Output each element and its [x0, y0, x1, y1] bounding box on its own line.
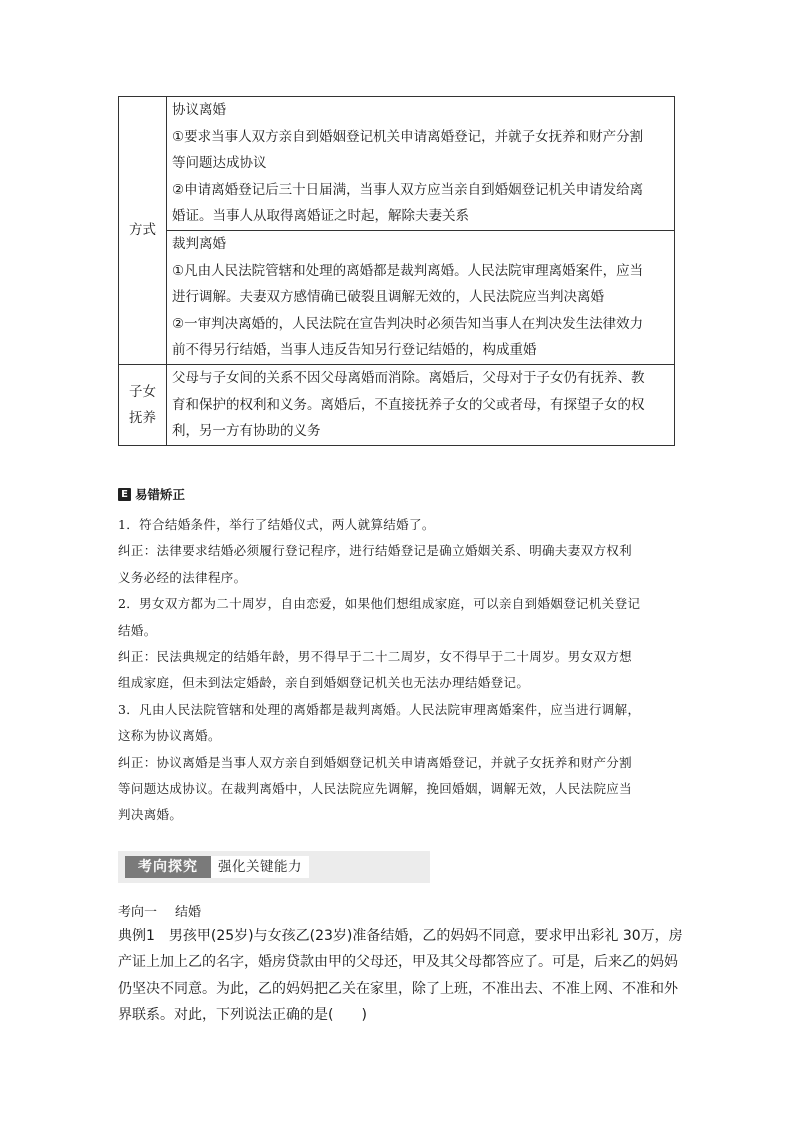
cell-line: ①要求当事人双方亲自到婚姻登记机关申请离婚登记，并就子女抚养和财产分割	[172, 128, 644, 145]
table-row-method-2	[119, 230, 675, 364]
row-label-method: 方式	[119, 97, 167, 365]
direction-topic: 结婚	[175, 905, 202, 920]
ec-line: 3．凡由人民法院管辖和处理的离婚都是裁判离婚。人民法院审理离婚案件，应当进行调解，	[118, 701, 641, 717]
banner-subtitle: 强化关键能力	[211, 856, 309, 878]
ec-line: 这称为协议离婚。	[118, 728, 221, 744]
cell-line: 利，另一方有协助的义务	[172, 423, 321, 440]
cell-line: 等问题达成协议	[172, 155, 267, 172]
row-label-child-custody	[119, 364, 167, 445]
cell-line: 前不得另行结婚，当事人违反告知另行登记结婚的，构成重婚	[172, 342, 537, 359]
example-line: 界联系。对此，下列说法正确的是( )	[118, 1007, 367, 1024]
section-banner	[118, 851, 430, 883]
table-row-child-custody	[119, 364, 675, 445]
ec-line: 2．男女双方都为二十周岁，自由恋爱，如果他们想组成家庭，可以亲自到婚姻登记机关登记	[118, 596, 641, 612]
ec-line: 纠正：民法典规定的结婚年龄，男不得早于二十二周岁，女不得早于二十周岁。男女双方想	[118, 649, 633, 665]
ec-line: 等问题达成协议。在裁判离婚中，人民法院应先调解，挽回婚姻，调解无效，人民法院应当	[118, 781, 633, 797]
cell-line: ②申请离婚登记后三十日届满，当事人双方应当亲自到婚姻登记机关申请发给离	[172, 181, 644, 198]
ec-line: 判决离婚。	[118, 807, 183, 823]
cell-line: 育和保护的权利和义务。离婚后，不直接抚养子女的父或者母，有探望子女的权	[172, 396, 645, 413]
direction-heading	[118, 901, 201, 920]
cell-line: 裁判离婚	[172, 235, 226, 252]
example-line: 产证上加上乙的名字，婚房贷款由甲的父母还，甲及其父母都答应了。可是，后来乙的妈妈	[118, 954, 678, 971]
divorce-table	[118, 96, 675, 446]
ec-line: 义务必经的法律程序。	[118, 569, 247, 585]
ec-line: 结婚。	[118, 622, 157, 638]
cell-judicial-divorce	[167, 230, 675, 364]
error-correction-body	[118, 512, 678, 829]
error-correction-heading	[118, 485, 185, 503]
cell-line: 婚证。当事人从取得离婚证之时起，解除夫妻关系	[172, 208, 469, 225]
banner-title: 考向探究	[125, 856, 211, 878]
example-question	[118, 923, 683, 1029]
label-line: 子女	[129, 383, 156, 400]
cell-line: 进行调解。夫妻双方感情确已破裂且调解无效的，人民法院应当判决离婚	[172, 289, 604, 306]
ec-line: 1．符合结婚条件，举行了结婚仪式，两人就算结婚了。	[118, 517, 435, 532]
ec-line: 纠正：法律要求结婚必须履行登记程序，进行结婚登记是确立婚姻关系、明确夫妻双方权利	[118, 543, 633, 559]
cell-agreement-divorce	[167, 97, 675, 231]
ec-line: 纠正：协议离婚是当事人双方亲自到婚姻登记机关申请离婚登记，并就子女抚养和财产分割	[118, 754, 633, 770]
cell-line: 父母与子女间的关系不因父母离婚而消除。离婚后，父母对于子女仍有抚养、教	[172, 369, 645, 386]
example-line: 仍坚决不同意。为此，乙的妈妈把乙关在家里，除了上班，不准出去、不准上网、不准和外	[118, 980, 678, 997]
cell-line: ②一审判决离婚的，人民法院在宣告判决时必须告知当事人在判决发生法律效力	[172, 315, 644, 332]
direction-label: 考向一	[118, 905, 158, 920]
cell-line: 协议离婚	[172, 102, 226, 118]
ec-line: 组成家庭，但未到法定婚龄，亲自到婚姻登记机关也无法办理结婚登记。	[118, 675, 530, 691]
cell-child-custody	[167, 364, 675, 445]
error-correction-icon: E	[118, 488, 131, 501]
label-line: 抚养	[129, 409, 156, 426]
cell-line: ①凡由人民法院管辖和处理的离婚都是裁判离婚。人民法院审理离婚案件，应当	[172, 262, 644, 279]
example-line: 典例1 男孩甲(25岁)与女孩乙(23岁)准备结婚，乙的妈妈不同意，要求甲出彩礼 30万，房	[118, 928, 683, 944]
table-row-method	[119, 97, 675, 231]
error-correction-title: 易错矫正	[135, 487, 186, 502]
